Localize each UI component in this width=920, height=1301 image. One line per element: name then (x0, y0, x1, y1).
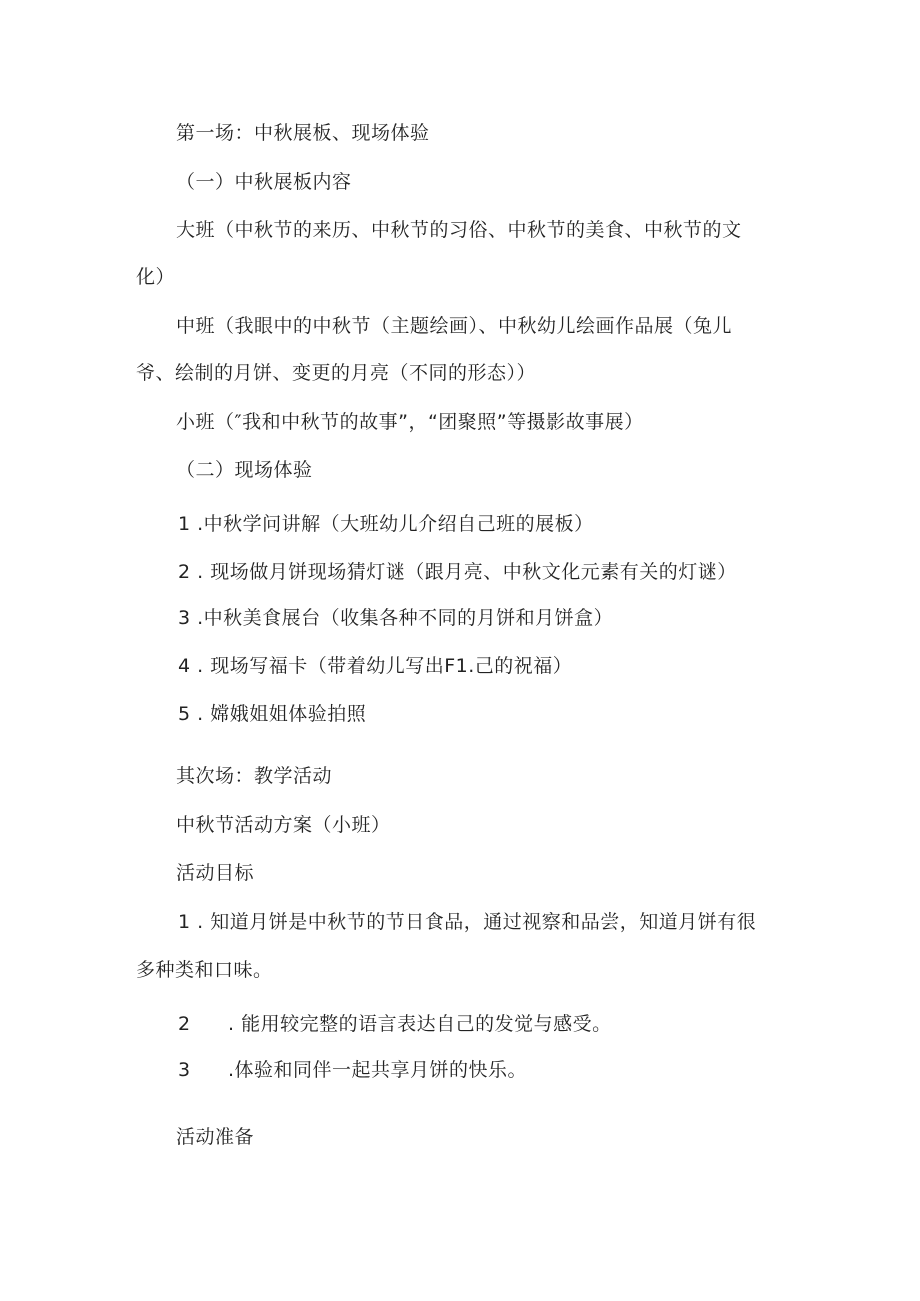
experience-item-4 (178, 654, 572, 678)
goal-item-2 (178, 1012, 612, 1036)
experience-text: .中秋美食展台（收集各种不同的月饼和月饼盒） (190, 607, 614, 629)
section2-title: 其次场：教学活动 (176, 765, 333, 787)
experience-text: . 现场写福卡（带着幼儿写出F1.己的祝福） (190, 655, 573, 677)
section1-sub2-title: （二）现场体验 (176, 459, 313, 481)
experience-number: 2 (178, 561, 191, 583)
section1-sub1-title: （一）中秋展板内容 (176, 171, 352, 193)
goal-number: 2 (178, 1013, 191, 1035)
experience-item-3 (178, 606, 613, 630)
experience-number: 5 (178, 703, 191, 725)
goal1-line1: 1 . 知道月饼是中秋节的节日食品，通过视察和品尝，知道月饼有很 (178, 911, 757, 933)
experience-number: 4 (178, 655, 191, 677)
plan-title: 中秋节活动方案（小班） (176, 814, 391, 836)
goal-title: 活动目标 (176, 862, 255, 884)
experience-text: . 现场做月饼现场猜灯谜（跟月亮、中秋文化元素有关的灯谜） (190, 561, 737, 583)
experience-text: .中秋学问讲解（大班幼儿介绍自己班的展板） (190, 513, 594, 535)
goal-item-3 (178, 1058, 527, 1082)
small-class-line: 小班（″我和中秋节的故事”，“团聚照”等摄影故事展） (176, 411, 644, 433)
mid-class-line2: 爷、绘制的月饼、变更的月亮（不同的形态）） (136, 362, 537, 384)
goal-text: . 能用较完整的语言表达自己的发觉与感受。 (228, 1013, 612, 1035)
experience-text: . 嫦娥姐姐体验拍照 (190, 703, 367, 725)
experience-item-1 (178, 512, 594, 536)
experience-number: 1 (178, 513, 191, 535)
goal-number: 3 (178, 1059, 191, 1081)
big-class-line2: 化） (136, 266, 176, 288)
experience-item-2 (178, 560, 737, 584)
mid-class-line1: 中班（我眼中的中秋节（主题绘画）、中秋幼儿绘画作品展（兔儿 (176, 315, 733, 337)
section1-title: 第一场：中秋展板、现场体验 (176, 122, 430, 144)
big-class-line1: 大班（中秋节的来历、中秋节的习俗、中秋节的美食、中秋节的文 (176, 219, 742, 241)
experience-item-5 (178, 702, 366, 726)
goal-text: .体验和同伴一起共享月饼的快乐。 (228, 1059, 528, 1081)
experience-number: 3 (178, 607, 191, 629)
goal1-line2: 多种类和口味。 (136, 959, 273, 981)
prep-title: 活动准备 (176, 1126, 255, 1148)
